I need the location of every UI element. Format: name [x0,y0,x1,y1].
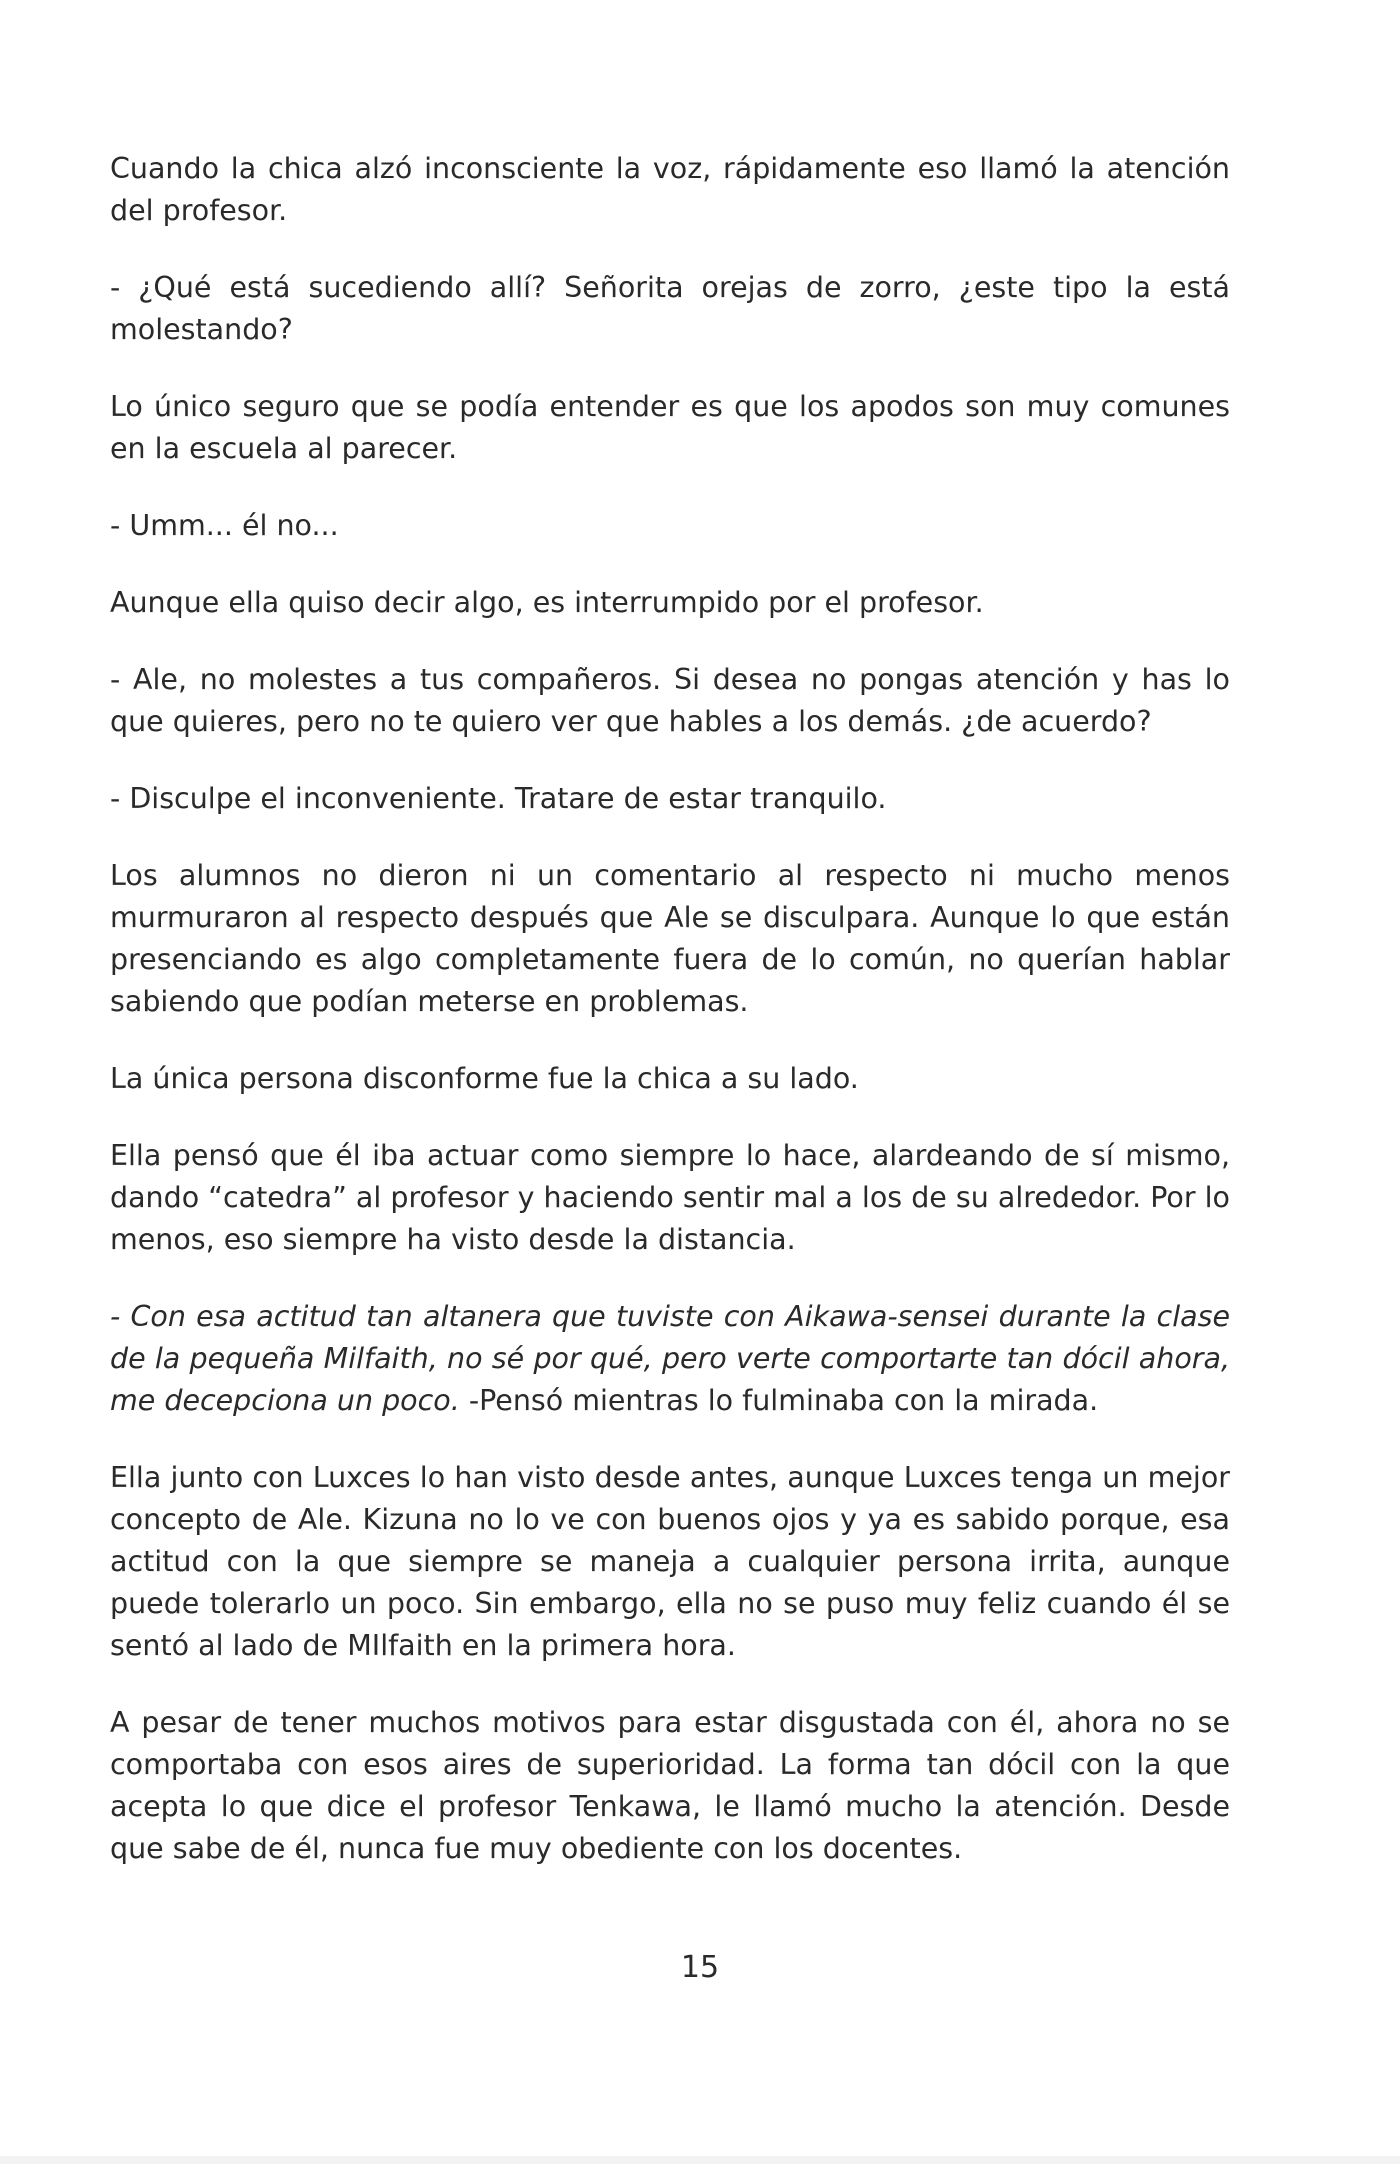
thought-italic: - Con esa actitud tan altanera que tuviste con Aikawa-sensei durante la clase de la pequeña Milfaith, no sé por qué, pero verte comportarte tan dócil ahora, me decepciona un poco. [110,1300,1230,1417]
dialogue-1: - ¿Qué está sucediendo allí? Señorita orejas de zorro, ¿este tipo la está molestando? [110,271,1230,346]
dialogue-2: - Umm... él no... [110,509,339,542]
thought-narration: -Pensó mientras lo fulminaba con la mirada. [459,1384,1099,1417]
page-number: 15 [680,1950,720,1985]
page-bottom-edge [0,2156,1400,2164]
paragraph-4: Los alumnos no dieron ni un comentario al respecto ni mucho menos murmuraron al respecto después que Ale se disculpara. Aunque lo que están presenciando es algo completamente fuera de lo común, no querían hablar sabiendo que podían meterse en problemas. [110,859,1230,1018]
paragraph-3: Aunque ella quiso decir algo, es interrumpido por el profesor. [110,586,984,619]
dialogue-4: - Disculpe el inconveniente. Tratare de estar tranquilo. [110,782,887,815]
paragraph-6: Ella pensó que él iba actuar como siempre lo hace, alardeando de sí mismo, dando “catedra” al profesor y haciendo sentir mal a los de su alrededor. Por lo menos, eso siempre ha visto desde la distancia. [110,1139,1230,1256]
body-text [110,148,1230,1905]
paragraph-7: Ella junto con Luxces lo han visto desde antes, aunque Luxces tenga un mejor concepto de Ale. Kizuna no lo ve con buenos ojos y ya es sabido porque, esa actitud con la que siempre se maneja a cualquier persona irrita, aunque puede tolerarlo un poco. Sin embargo, ella no se puso muy feliz cuando él se sentó al lado de MIlfaith en la primera hora. [110,1461,1230,1662]
dialogue-3: - Ale, no molestes a tus compañeros. Si desea no pongas atención y has lo que quieres, pero no te quiero ver que hables a los demás. ¿de acuerdo? [110,663,1230,738]
paragraph-5: La única persona disconforme fue la chica a su lado. [110,1062,859,1095]
thought-paragraph [110,1296,1230,1422]
paragraph-2: Lo único seguro que se podía entender es que los apodos son muy comunes en la escuela al parecer. [110,390,1230,465]
paragraph-8: A pesar de tener muchos motivos para estar disgustada con él, ahora no se comportaba con esos aires de superioridad. La forma tan dócil con la que acepta lo que dice el profesor Tenkawa, le llamó mucho la atención. Desde que sabe de él, nunca fue muy obediente con los docentes. [110,1706,1230,1865]
paragraph-1: Cuando la chica alzó inconsciente la voz, rápidamente eso llamó la atención del profesor. [110,152,1230,227]
